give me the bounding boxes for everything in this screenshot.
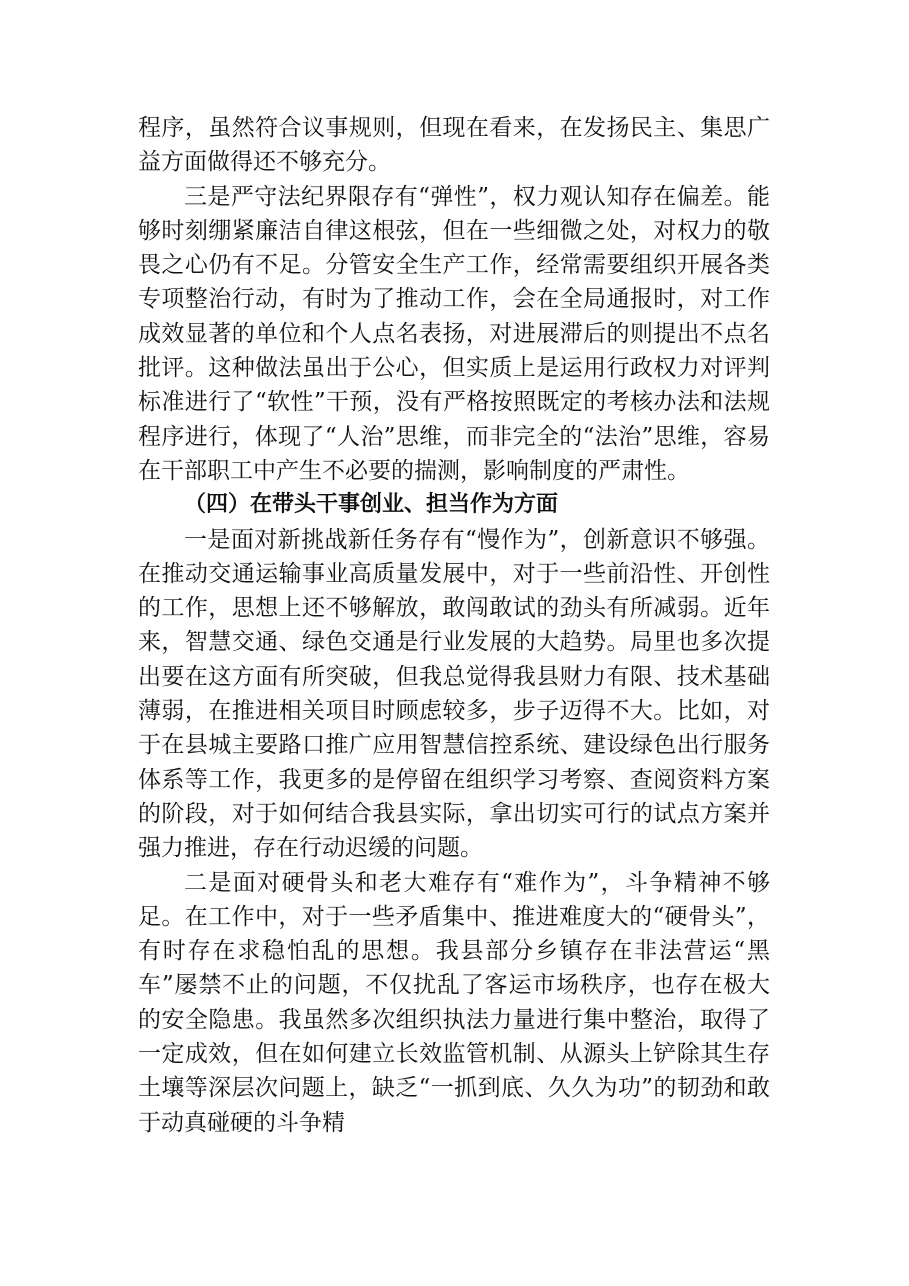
paragraph-slow-action: 一是面对新挑战新任务存有“慢作为”，创新意识不够强。在推动交通运输事业高质量发展中，对于一些前沿性、开创性的工作，思想上还不够解放，敢闯敢试的劲头有所减弱。近年来，智慧交通、绿色交通是行业发展的大趋势。局里也多次提出要在这方面有所突破，但我总觉得我县财力有限、技术基础薄弱，在推进相关项目时顾虑较多，步子迈得不大。比如，对于在县城主要路口推广应用智慧信控系统、建设绿色出行服务体系等工作，我更多的是停留在组织学习考察、查阅资料方案的阶段，对于如何结合我县实际，拿出切实可行的试点方案并强力推进，存在行动迟缓的问题。 bbox=[138, 526, 770, 862]
section-heading-four: （四）在带头干事创业、担当作为方面 bbox=[184, 492, 559, 518]
paragraph-hard-action: 二是面对硬骨头和老大难存有“难作为”，斗争精神不够足。在工作中，对于一些矛盾集中、推进难度大的“硬骨头”，有时存在求稳怕乱的思想。我县部分乡镇存在非法营运“黑车”屡禁不止的问题，不仅扰乱了客运市场秩序，也存在极大的安全隐患。我虽然多次组织执法力量进行集中整治，取得了一定成效，但在如何建立长效监管机制、从源头上铲除其生存土壤等深层次问题上，缺乏“一抓到底、久久为功”的韧劲和敢于动真碰硬的斗争精 bbox=[138, 869, 770, 1136]
document-page bbox=[138, 111, 770, 1140]
paragraph-continuation: 程序，虽然符合议事规则，但现在看来，在发扬民主、集思广益方面做得还不够充分。 bbox=[138, 115, 770, 176]
paragraph-power-view: 三是严守法纪界限存有“弹性”，权力观认知存在偏差。能够时刻绷紧廉洁自律这根弦，但在一些细微之处，对权力的敬畏之心仍有不足。分管安全生产工作，经常需要组织开展各类专项整治行动，有时为了推动工作，会在全局通报时，对工作成效显著的单位和个人点名表扬，对进展滞后的则提出不点名批评。这种做法虽出于公心，但实质上是运用行政权力对评判标准进行了“软性”干预，没有严格按照既定的考核办法和法规程序进行，体现了“人治”思维，而非完全的“法治”思维，容易在干部职工中产生不必要的揣测，影响制度的严肃性。 bbox=[138, 183, 770, 484]
